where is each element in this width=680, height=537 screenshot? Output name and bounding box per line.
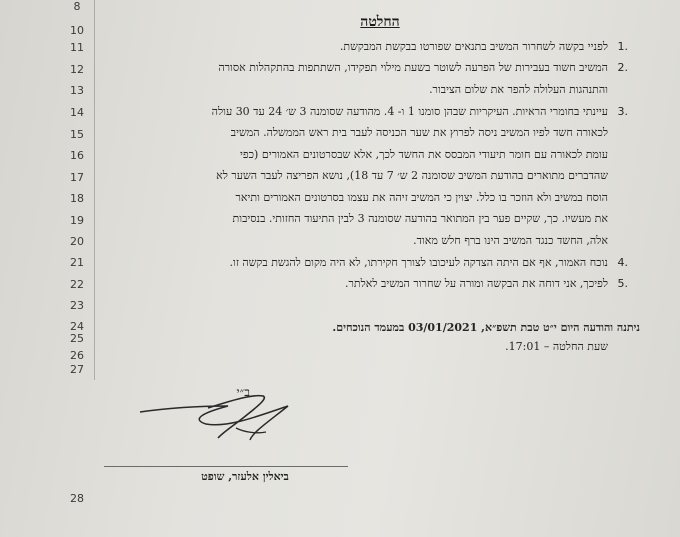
- judge-name: ביאלין אלעזר, שופט: [201, 470, 289, 483]
- line-number: 8: [73, 0, 81, 13]
- paragraph-line: נוכח האמור, אף אם היתה הצדקה לעיכובו לצורך חקירתו, לא היה מקום להגשת בקשה זו.: [229, 256, 608, 269]
- paragraph-line: לפניי בקשה לשחרור המשיב בתנאים שפורטו בבקשת המבקשת.: [339, 40, 608, 53]
- paragraph-line: אלה, החשד כנגד המשיב הינו ברף חלש מאוד.: [413, 234, 608, 247]
- given-statement: ניתנה והודעה היום י״ט טבת תשפ״א, 03/01/2021 במעמד הנוכחים.: [332, 321, 640, 334]
- paragraph-line: עומת לכאורה עם חומר תיעודי המבסס את החשד לכך, אלא שבסרטונים האמורים (כפי: [240, 148, 608, 161]
- signature-mark: ב״י: [236, 385, 250, 399]
- line-number: 20: [70, 235, 84, 248]
- decision-time: שעת החלטה – 17:01.: [505, 340, 608, 353]
- paragraph-line: עיינתי בחומרי הראיות. העיקריות שבהן סומנו 1 ו- 4. מהודעה שסומנה 3 ש׳ 24 עד 30 עולה: [211, 105, 608, 118]
- margin-rule: [94, 0, 95, 380]
- line-number: 18: [70, 192, 84, 205]
- line-number: 28: [70, 492, 84, 505]
- paragraph-line: והתנהגות העלולה להפר את שלום הציבור.: [429, 83, 608, 96]
- paragraph-line: לפיכך, אני דוחה את הבקשה ומורה על שחרור המשיב לאלתר.: [345, 277, 608, 290]
- paragraph-number: 4.: [617, 256, 628, 269]
- line-number: 16: [70, 149, 84, 162]
- line-number: 12: [70, 63, 84, 76]
- paragraph-line: הוסח במשיב ולא הוזכר בו כלל. יצוין כי המשיב זיהה את עצמו בסרטונים האמורים ותיאר: [235, 191, 608, 204]
- paragraph-line: שהדברים מתוארים בהודעת המשיב שסומנה 2 ש׳ 7 עד 18), נושא הפריצה לעבר השער לא: [216, 169, 608, 182]
- signature-line: [104, 466, 348, 467]
- line-number: 22: [70, 278, 84, 291]
- line-number: 23: [70, 299, 84, 312]
- line-number: 17: [70, 171, 84, 184]
- paragraph-number: 2.: [617, 61, 628, 74]
- signature-graphic: [138, 372, 338, 462]
- paragraph-number: 1.: [617, 40, 628, 53]
- line-number: 24: [70, 320, 84, 333]
- paragraph-number: 5.: [617, 277, 628, 290]
- paragraph-line: לכאורה חשד לפיו המשיב ניסה לפרוץ את שער הכניסה לעבר בית ראש הממשלה. המשיב: [230, 126, 608, 139]
- page-title: החלטה: [360, 14, 400, 30]
- line-number: 19: [70, 214, 84, 227]
- line-number: 10: [70, 24, 84, 37]
- line-number: 27: [70, 363, 84, 376]
- line-number: 25: [70, 332, 84, 345]
- line-number: 21: [70, 256, 84, 269]
- paragraph-line: את מעשיו. כך, שקיים פער בין המתואר בהודעה שסומנה 3 לבין התיעוד החזותי. בנסיבות: [232, 212, 608, 225]
- line-number: 11: [70, 41, 84, 54]
- line-number: 26: [70, 349, 84, 362]
- line-number: 14: [70, 106, 84, 119]
- line-number: 15: [70, 128, 84, 141]
- line-number: 13: [70, 84, 84, 97]
- paragraph-line: המשיב חשוד בעבירות של הפרעה לשוטר בשעת מילוי תפקידו, השתתפות בהתקהלות אסורה: [218, 61, 608, 74]
- paragraph-number: 3.: [617, 105, 628, 118]
